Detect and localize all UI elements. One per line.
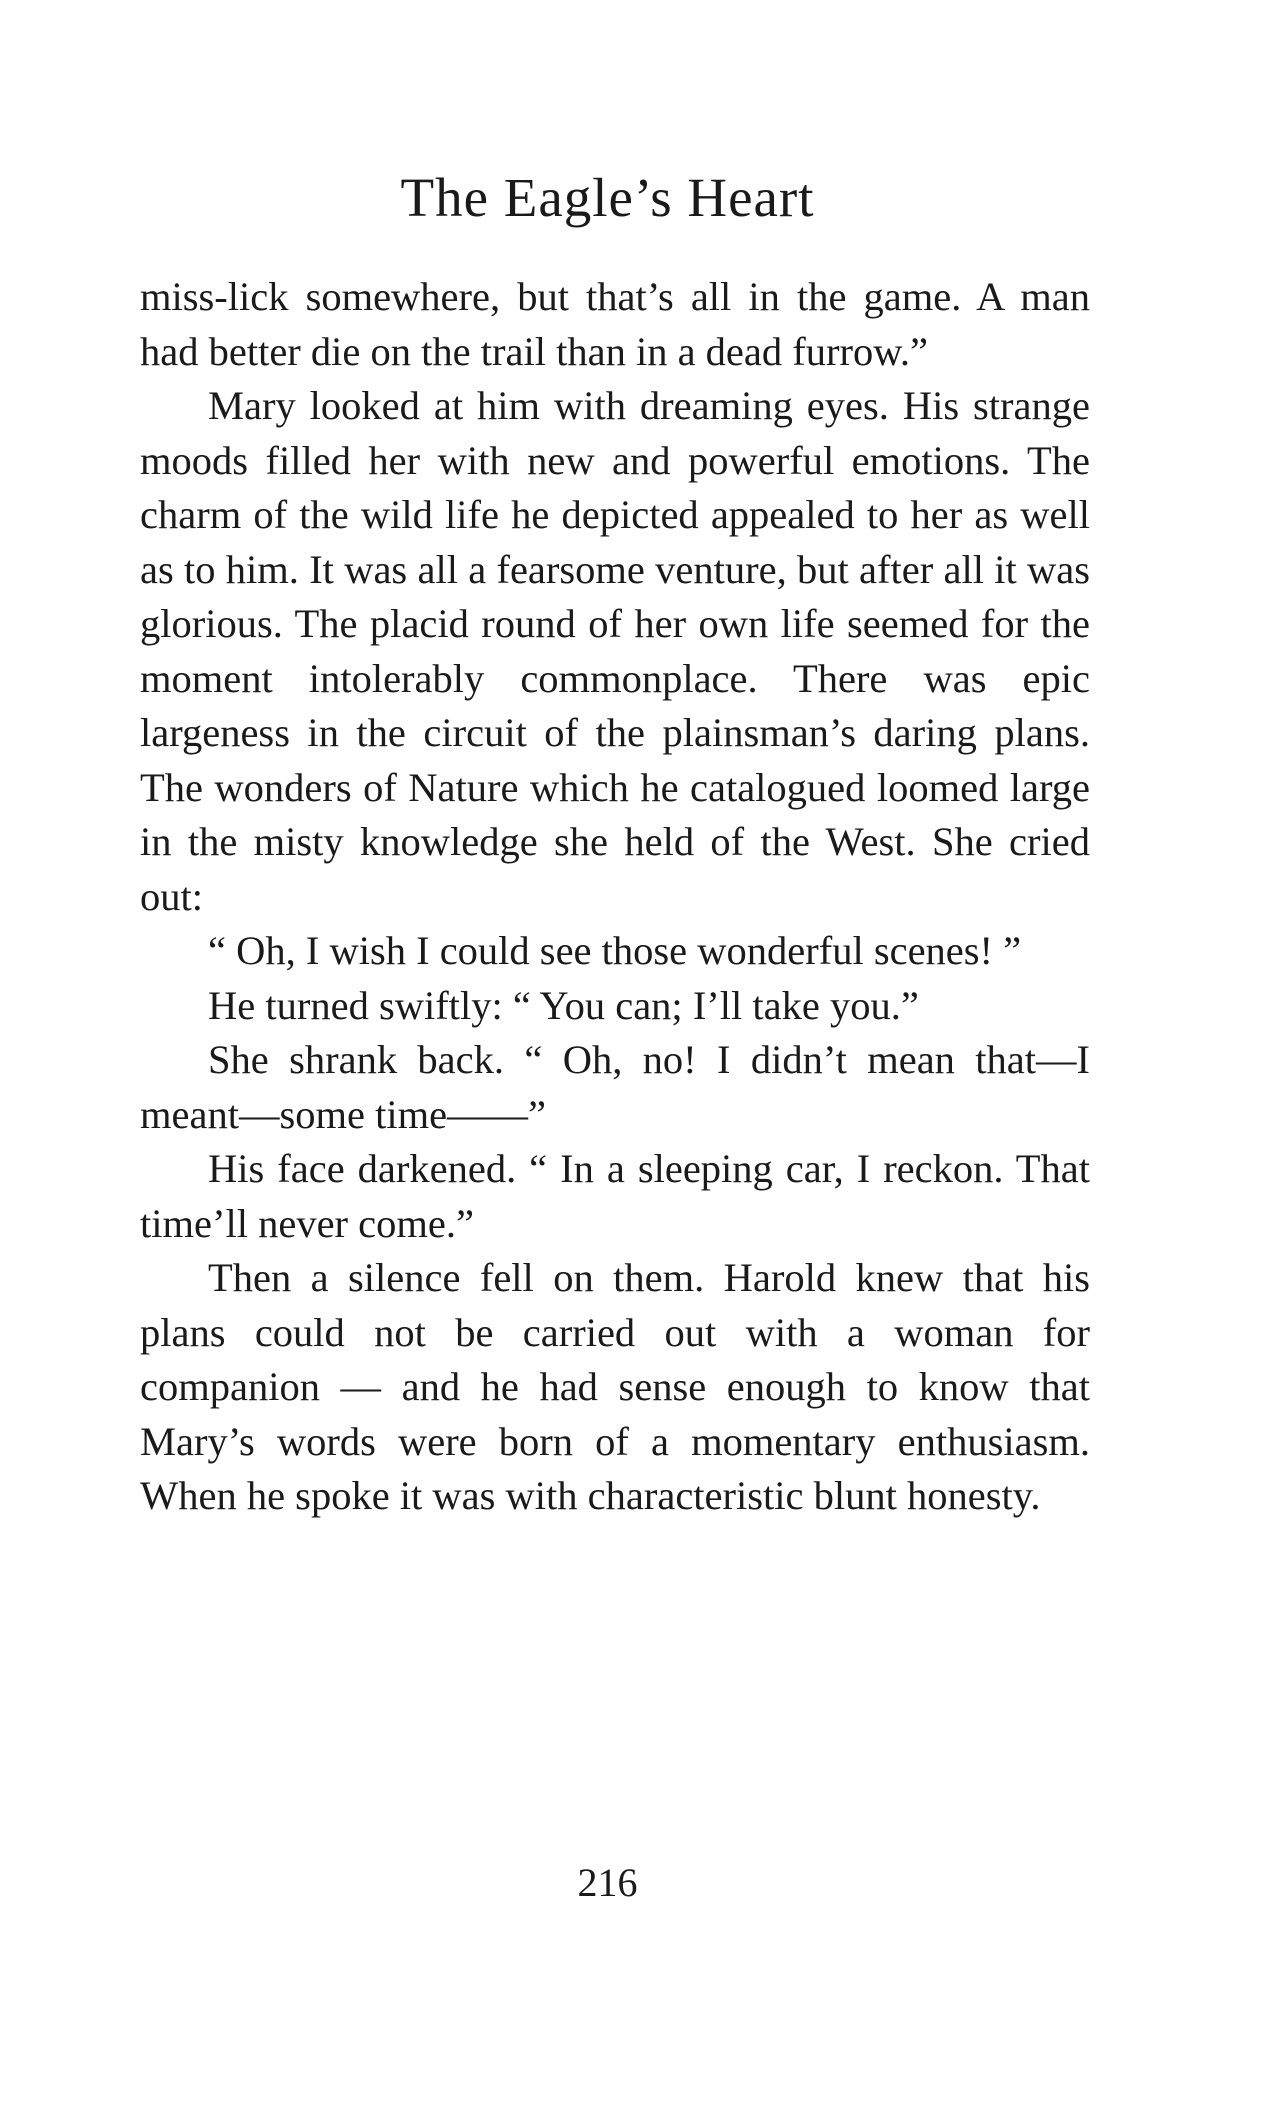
- paragraph: “ Oh, I wish I could see those wonderful scenes! ”: [208, 928, 1022, 973]
- page-number: 216: [577, 1860, 638, 1905]
- paragraph: His face darkened. “ In a sleeping car, I reckon. That time’ll never come.”: [140, 1146, 1090, 1246]
- paragraph: She shrank back. “ Oh, no! I didn’t mean that—I meant—some time——”: [140, 1037, 1090, 1137]
- paragraph: Then a silence fell on them. Harold knew that his plans could not be carried out with a woman for companion — and he had sense enough to know that Mary’s words were born of a momentary enthusiasm. When he spoke it was with characteristic blunt honesty.: [140, 1255, 1090, 1518]
- paragraph: miss-lick somewhere, but that’s all in the game. A man had better die on the trail than in a dead furrow.”: [140, 274, 1090, 374]
- paragraph: Mary looked at him with dreaming eyes. His strange moods filled her with new and powerful emotions. The charm of the wild life he depicted appealed to her as well as to him. It was all a fearsome venture, but after all it was glorious. The placid round of her own life seemed for the moment intolerably commonplace. There was epic largeness in the circuit of the plainsman’s daring plans. The wonders of Nature which he catalogued loomed large in the misty knowledge she held of the West. She cried out:: [140, 383, 1090, 919]
- running-title: The Eagle’s Heart: [400, 167, 815, 228]
- body-text: [140, 270, 1090, 1524]
- paragraph: He turned swiftly: “ You can; I’ll take you.”: [208, 982, 919, 1028]
